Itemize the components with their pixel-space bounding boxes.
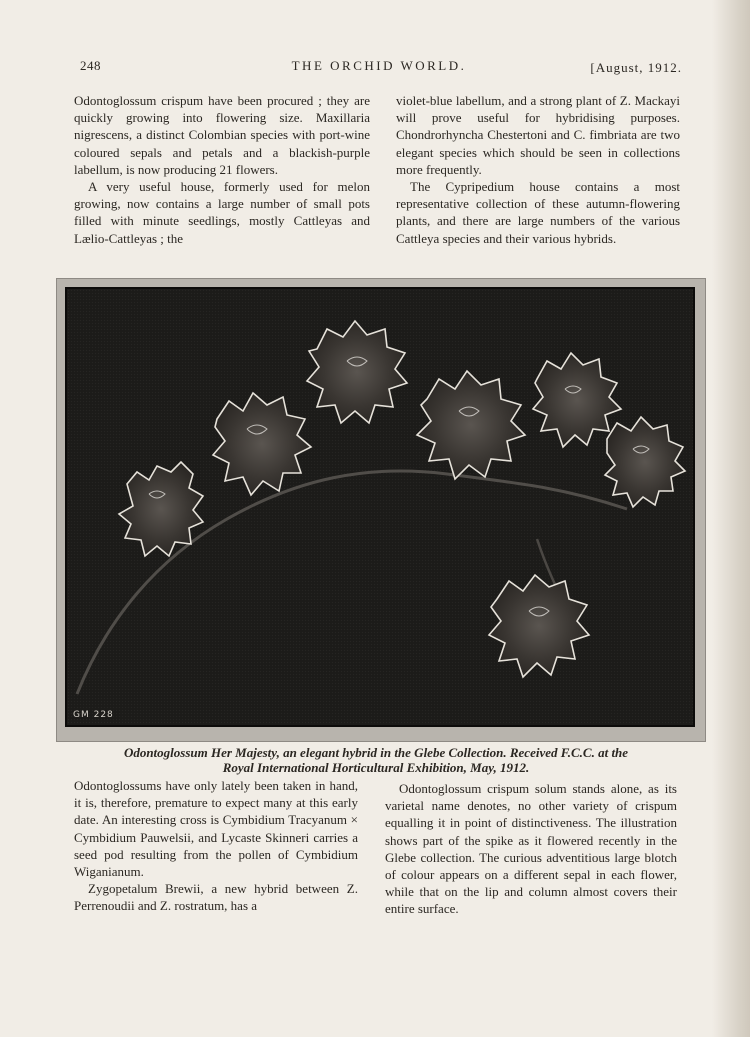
paragraph: Odontoglossums have only lately been taken in hand, it is, therefore, premature to expect many at this early date. An interesting cross is Cymbidium Tracyanum × Cymbidium Pauwelsii, and Lycaste Skinneri carries a seed pod resulting from the pollen of Cymbidium Wiganianum.: [74, 778, 358, 880]
paragraph: violet-blue labellum, and a strong plant of Z. Mackayi will prove useful for hybridising purposes. Chondrorhyncha Chestertoni and C. fimbriata are two elegant species which should be seen in collections more frequently.: [396, 93, 680, 177]
journal-title: THE ORCHID WORLD.: [291, 58, 467, 73]
paragraph: The Cypripedium house contains a most representative collection of these autumn-flowering plants, and there are large numbers of the various Cattleya species and their various hybrids.: [396, 179, 680, 246]
orchid-photograph: [65, 287, 695, 727]
figure-caption: [66, 745, 686, 775]
column-bottom-left: [74, 777, 358, 915]
column-top-right: [396, 92, 680, 247]
page-edge-shadow: [712, 0, 750, 1037]
page-number: 248: [80, 58, 101, 73]
running-header: [74, 58, 684, 80]
paragraph: Odontoglossum crispum solum stands alone, as its varietal name denotes, no other variety of crispum equalling it in point of distinctiveness. The illustration shows part of the spike as it flowered recently in the Glebe collection. The curious adventitious large blotch of colour appears on a different sepal in each flower, while that on the lip and column almost covers their entire surface.: [385, 781, 677, 917]
paragraph: Zygopetalum Brewii, a new hybrid between Z. Perrenoudii and Z. rostratum, has a: [74, 881, 358, 914]
orchid-spray-image: [67, 289, 693, 725]
plate-code: GM 228: [73, 710, 114, 720]
photo-plate-frame: [56, 278, 706, 742]
column-bottom-right: [385, 780, 677, 918]
caption-line-2: Royal International Horticultural Exhibition, May, 1912.: [222, 760, 530, 775]
paragraph: A very useful house, formerly used for melon growing, now contains a large number of small pots filled with minute seedlings, mostly Cattleyas and Lælio-Cattleyas ; the: [74, 179, 370, 246]
paragraph: Odontoglossum crispum have been procured ; they are quickly growing into flowering size. Maxillaria nigrescens, a distinct Colombian species with port-wine coloured sepals and petals and a blackish-purple labellum, is now producing 21 flowers.: [74, 93, 370, 177]
issue-date: [August, 1912.: [590, 60, 682, 75]
column-top-left: [74, 92, 370, 247]
caption-line-1: Odontoglossum Her Majesty, an elegant hybrid in the Glebe Collection. Received F.C.C. at the: [123, 745, 629, 760]
